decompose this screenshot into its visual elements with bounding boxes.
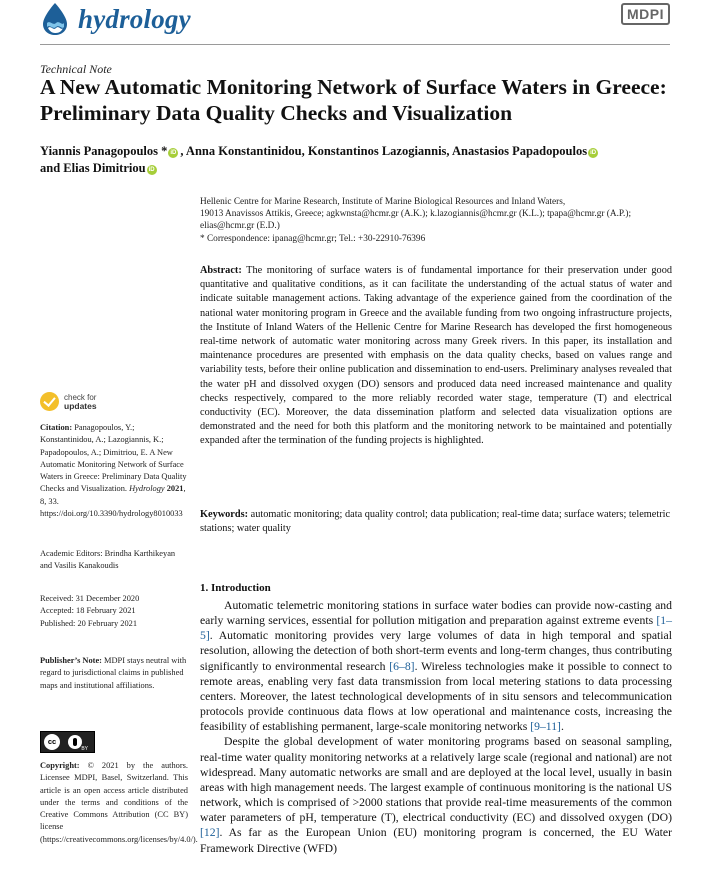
publishers-note-label: Publisher’s Note:: [40, 656, 102, 665]
author-5[interactable]: and Elias Dimitriou: [40, 161, 146, 175]
abstract-label: Abstract:: [200, 265, 242, 276]
affiliation-line: elias@hcmr.gr (E.D.): [200, 221, 280, 232]
reference-link[interactable]: [6–8]: [389, 659, 415, 673]
cc-by-label: BY: [81, 746, 88, 752]
paragraph: [200, 734, 672, 855]
header-divider: [40, 44, 670, 45]
text-run: . Automatic monitoring provides very large volumes of data in high temporal and spatial resolution, allowing the detection of both short-term events and long-term changes, thus contributing significantly to environmental research: [200, 629, 672, 673]
article-type: Technical Note: [40, 62, 112, 76]
citation-doi[interactable]: , 8, 33. https://doi.org/10.3390/hydrology8010033: [40, 484, 186, 519]
keywords-label: Keywords:: [200, 509, 249, 520]
affiliation-line: 19013 Anavissos Attikis, Greece; agkwnsta@hcmr.gr (A.K.); k.lazogiannis@hcmr.gr (K.L.); tpapa@hcmr.gr (A.P.);: [200, 209, 632, 220]
citation-label: Citation:: [40, 423, 73, 432]
reference-link[interactable]: [9–11]: [530, 720, 561, 734]
checkmark-icon: [40, 392, 59, 411]
orcid-icon[interactable]: iD: [590, 150, 597, 156]
date-received: Received: 31 December 2020: [40, 594, 140, 603]
abstract-text: The monitoring of surface waters is of fundamental importance for their preservation under good quantitative and qualitative conditions, as it can facilitate the understanding of the actual status of water and indicate suitable management actions. Taking advantage of the experience gained from the coordination of the national water monitoring program in Greece and the available funding from two ongoing infrastructure projects, the Institute of Inland Waters of the Hellenic Centre for Marine Research has developed the first homogeneous real-time network of automatic water monitoring across many Greek rivers. In this paper, its installation and maintenance procedures are presented with emphasis on the data quality checks, based on values range and variability tests, before their online publication and dissemination to end-users. Preliminary analyses revealed that the water pH and dissolved oxygen (DO) sensors and produced data need increased maintenance and quality checks respectively, compared to the more reliably recorded water stage, temperature (T) and electrical conductivity (EC). Moreover, the data dissemination platform and selected data visualization options are demonstrated and the need for both this platform and the monitoring network to be maintained and potentially expanded after the termination of the funding projects is highlighted.: [200, 265, 672, 447]
section-heading: 1. Introduction: [200, 582, 271, 594]
paragraph: [200, 598, 672, 734]
text-run: . Wireless technologies make it possible to connect to remote areas, enabling very fast data transmission from local metering stations to data processing centers. Moreover, the latest technological developments of in situ sensors and telecommunication protocols provide continuous data flows at low operational and maintenance costs, increasing the feasibility of establishing permanent, large-scale monitoring networks: [200, 659, 672, 734]
creative-commons-icon: cc: [44, 734, 60, 750]
keywords-text: automatic monitoring; data quality control; data publication; real-time data; surface waters; telemetric stations; water quality: [200, 509, 671, 535]
mdpi-logo[interactable]: [621, 6, 670, 24]
article-title: A New Automatic Monitoring Network of Surface Waters in Greece: Preliminary Data Quality Checks and Visualization: [40, 75, 667, 125]
affiliation: [200, 196, 680, 245]
check-updates-line2: updates: [64, 400, 97, 411]
body-text: [200, 598, 672, 856]
citation-journal: Hydrology: [129, 484, 165, 494]
correspondence: * Correspondence: ipanag@hcmr.gr; Tel.: +30-22910-76396: [200, 233, 426, 244]
journal-name: hydrology: [78, 3, 191, 34]
abstract: [200, 264, 672, 449]
copyright: [40, 760, 198, 846]
copyright-label: Copyright:: [40, 761, 80, 770]
copyright-text: © 2021 by the authors. Licensee MDPI, Basel, Switzerland. This article is an open access article distributed under the terms and conditions of the Creative Commons Attribution (CC BY) license (https://creativecommons.org/licenses/by/4.0/).: [40, 761, 198, 844]
publisher-label: MDPI: [621, 3, 670, 25]
attribution-person-icon: [68, 735, 82, 749]
publishers-note-text: MDPI stays neutral with regard to jurisdictional claims in published maps and institutional affiliations.: [40, 656, 187, 690]
journal-logo[interactable]: [40, 2, 191, 36]
publication-dates: [40, 593, 188, 630]
affiliation-line: Hellenic Centre for Marine Research, Institute of Marine Biological Resources and Inland Waters,: [200, 197, 566, 207]
author-list: [40, 143, 690, 177]
journal-header: [40, 0, 670, 42]
academic-editors: Academic Editors: Brindha Karthikeyan and Vasilis Kanakoudis: [40, 549, 176, 571]
check-updates-line1: check for: [64, 392, 97, 402]
cc-by-license-badge[interactable]: [40, 731, 95, 753]
date-published: Published: 20 February 2021: [40, 618, 138, 628]
publishers-note: [40, 655, 188, 692]
date-accepted: Accepted: 18 February 2021: [40, 606, 136, 616]
orcid-icon[interactable]: iD: [148, 167, 155, 173]
text-run: .: [560, 720, 564, 734]
check-for-updates-badge[interactable]: [40, 392, 97, 411]
citation: [40, 422, 188, 520]
water-drop-icon: [40, 2, 70, 36]
author-2-4[interactable]: , Anna Konstantinidou, Konstantinos Lazogiannis, Anastasios Papadopoulos: [180, 144, 588, 158]
keywords: [200, 508, 672, 536]
author-1[interactable]: Yiannis Panagopoulos *: [40, 144, 168, 158]
text-run: Automatic telemetric monitoring stations in surface water bodies can provide now-casting and early warning services, essential for pollution mitigation and preparation against extreme events: [200, 599, 672, 628]
citation-text: Panagopoulos, Y.; Konstantinidou, A.; Lazogiannis, K.; Papadopoulos, A.; Dimitriou, E. A New Automatic Monitoring Network of Surface Waters in Greece: Preliminary Data Quality Checks and Visualization.: [40, 423, 187, 494]
orcid-icon[interactable]: iD: [170, 150, 177, 156]
text-run: Despite the global development of water monitoring programs based on seasonal sampling, real-time water quality monitoring networks at a relatively large scale (regional and national) are not widespread. Many automatic networks are small and are deployed at the local level, usually in basin areas with high management needs. The largest example of continuous monitoring is the national US network, which is comprised of >2000 stations that provide real-time measurements of the common water parameters of pH, temperature (T), electrical conductivity (EC) and dissolved oxygen (DO): [200, 735, 672, 825]
reference-link[interactable]: [12]: [200, 826, 220, 840]
citation-year: 2021: [166, 484, 184, 494]
text-run: . As far as the European Union (EU) monitoring program is concerned, the EU Water Framework Directive (WFD): [200, 826, 672, 855]
reference-link[interactable]: [1–5]: [200, 614, 672, 643]
